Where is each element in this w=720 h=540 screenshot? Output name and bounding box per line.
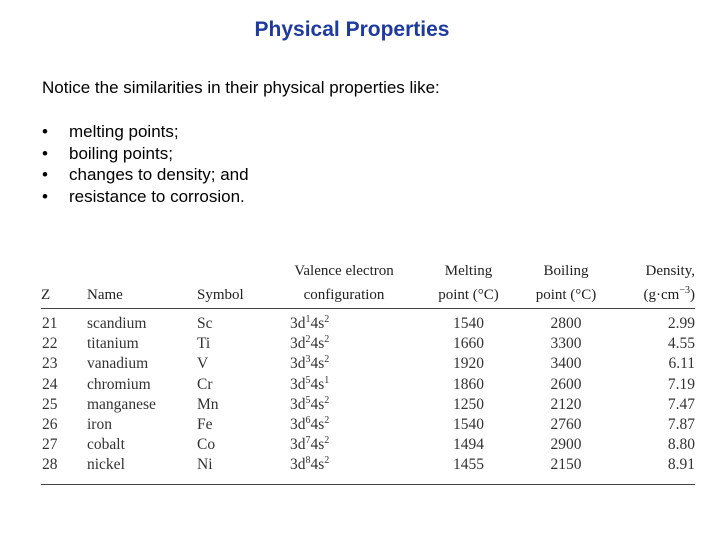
- atomic-number-cell: 21: [42, 315, 58, 332]
- header-config-top: Valence electron: [294, 263, 394, 279]
- element-symbol-cell: Mn: [197, 395, 219, 413]
- element-symbol-cell: Fe: [197, 416, 213, 434]
- element-name-cell: cobalt: [87, 436, 125, 454]
- melting-point-cell: 1860: [453, 375, 484, 393]
- atomic-number-cell: 28: [42, 456, 58, 474]
- atomic-number-cell: 24: [42, 375, 58, 393]
- element-name-cell: iron: [87, 416, 112, 434]
- boiling-point-cell: 3300: [550, 335, 582, 353]
- list-item-text: resistance to corrosion.: [69, 186, 245, 206]
- element-symbol-cell: Sc: [197, 315, 213, 332]
- density-cell: 8.80: [667, 436, 695, 454]
- header-density-top: Density,: [645, 263, 695, 279]
- element-symbol-cell: Co: [197, 436, 216, 454]
- header-config-bottom: configuration: [267, 284, 421, 309]
- element-name-cell: scandium: [87, 315, 147, 332]
- boiling-point-cell: 2600: [550, 375, 582, 393]
- list-item-text: changes to density; and: [69, 165, 249, 184]
- boiling-point-cell: 2760: [550, 416, 582, 434]
- table-row: [41, 309, 695, 335]
- element-name-cell: titanium: [87, 335, 139, 353]
- density-cell: 6.11: [668, 355, 695, 373]
- header-melt-bottom: point (°C): [421, 284, 516, 309]
- properties-table: [41, 260, 695, 476]
- electron-config-cell: $3d^54s^1$: [290, 374, 330, 393]
- table-row: [41, 334, 695, 354]
- element-name-cell: vanadium: [87, 355, 149, 373]
- property-list: [42, 121, 249, 207]
- header-boil-bottom: point (°C): [516, 284, 616, 309]
- melting-point-cell: 1494: [453, 436, 484, 454]
- electron-config-cell: $3d^54s^2$: [290, 394, 330, 413]
- density-cell: 4.55: [667, 335, 695, 353]
- table-body: [41, 309, 695, 476]
- element-symbol-cell: Ti: [197, 335, 211, 353]
- atomic-number-cell: 26: [42, 416, 58, 434]
- element-name-cell: chromium: [87, 375, 151, 393]
- bullet-icon: •: [42, 165, 48, 184]
- table-row: [41, 395, 695, 415]
- table-row: [41, 415, 695, 435]
- table-row: [41, 354, 695, 374]
- melting-point-cell: 1540: [453, 416, 484, 434]
- header-z: Z: [41, 284, 87, 309]
- table-row: [41, 375, 695, 395]
- boiling-point-cell: 2150: [550, 456, 582, 474]
- header-boil-top: Boiling: [543, 263, 589, 279]
- electron-config-cell: $3d^84s^2$: [290, 455, 330, 474]
- electron-config-cell: $3d^64s^2$: [290, 414, 330, 434]
- boiling-point-cell: 2800: [550, 315, 582, 332]
- bullet-icon: •: [42, 143, 48, 163]
- atomic-number-cell: 23: [42, 355, 58, 373]
- melting-point-cell: 1250: [453, 395, 484, 413]
- melting-point-cell: 1540: [453, 315, 484, 332]
- table-bottom-rule: [41, 484, 695, 485]
- density-cell: 7.87: [667, 416, 695, 434]
- header-symbol: Symbol: [197, 284, 267, 309]
- list-item: [42, 121, 249, 143]
- header-name: Name: [87, 284, 197, 309]
- boiling-point-cell: 3400: [550, 355, 582, 373]
- list-item-text: melting points;: [69, 122, 179, 141]
- header-melt-top: Melting: [444, 263, 493, 279]
- list-item: [42, 186, 249, 208]
- density-cell: 8.91: [667, 456, 695, 474]
- atomic-number-cell: 25: [42, 395, 58, 413]
- page-title: Physical Properties: [254, 18, 450, 41]
- melting-point-cell: 1455: [453, 456, 484, 474]
- element-symbol-cell: Cr: [197, 375, 213, 393]
- table-row: [41, 455, 695, 475]
- element-name-cell: manganese: [87, 395, 156, 413]
- density-cell: 7.19: [667, 375, 695, 393]
- density-cell: 2.99: [667, 315, 695, 332]
- intro-text: Notice the similarities in their physical properties like:: [42, 78, 440, 97]
- electron-config-cell: $3d^14s^2$: [290, 313, 330, 332]
- bullet-icon: •: [42, 122, 48, 141]
- boiling-point-cell: 2900: [550, 436, 582, 454]
- melting-point-cell: 1660: [453, 335, 484, 353]
- list-item: [42, 164, 249, 186]
- atomic-number-cell: 22: [42, 335, 58, 353]
- melting-point-cell: 1920: [453, 355, 484, 373]
- bullet-icon: •: [42, 186, 48, 206]
- element-symbol-cell: V: [197, 355, 209, 373]
- electron-config-cell: $3d^24s^2$: [290, 334, 330, 353]
- electron-config-cell: $3d^34s^2$: [290, 354, 330, 373]
- element-symbol-cell: Ni: [197, 456, 213, 474]
- density-cell: 7.47: [667, 395, 695, 413]
- header-density-bottom: $(g\cdot cm^{-3})$: [616, 284, 695, 309]
- electron-config-cell: $3d^74s^2$: [290, 435, 330, 454]
- list-item-text: boiling points;: [69, 143, 173, 163]
- boiling-point-cell: 2120: [550, 395, 582, 413]
- table-row: [41, 435, 695, 455]
- list-item: [42, 143, 249, 165]
- properties-table-container: [41, 260, 695, 485]
- element-name-cell: nickel: [87, 456, 125, 474]
- atomic-number-cell: 27: [42, 436, 58, 454]
